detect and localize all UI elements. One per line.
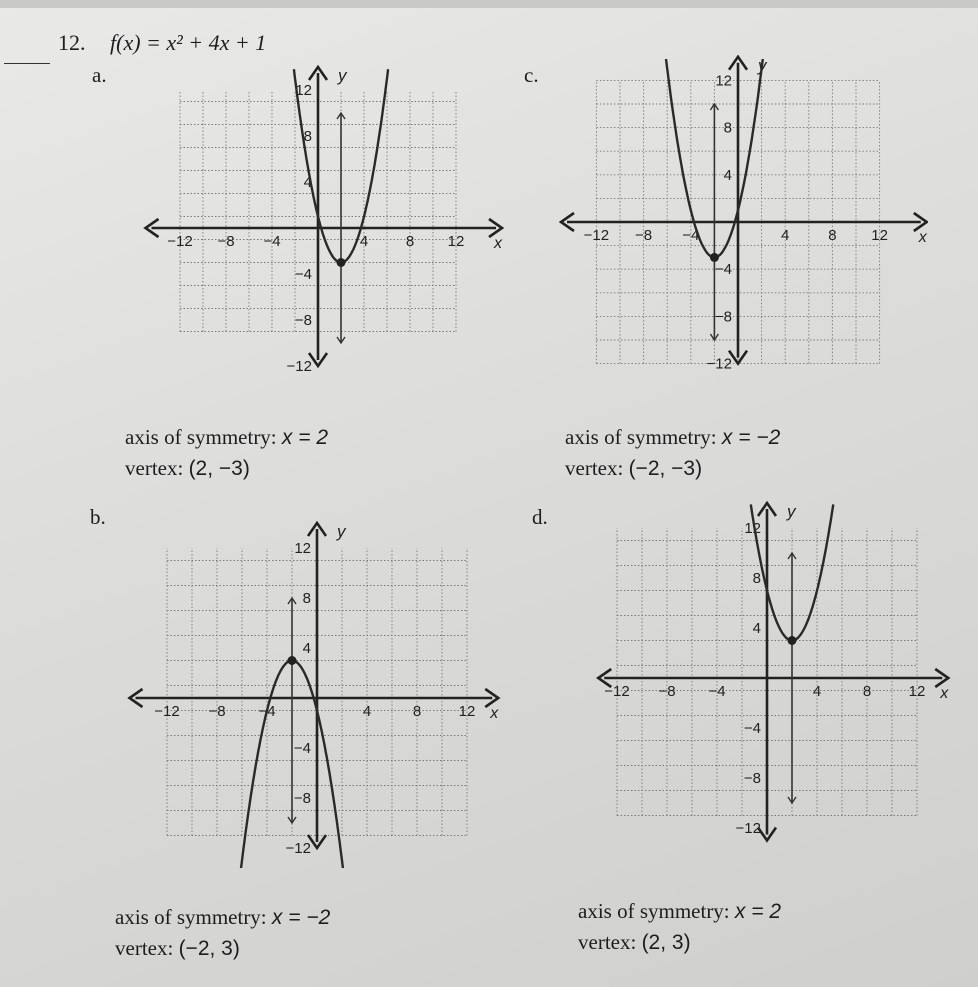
axis-of-symmetry-label: axis of symmetry: bbox=[125, 425, 277, 449]
vertex-value: (−2, −3) bbox=[628, 457, 703, 480]
option-b-label: b. bbox=[90, 505, 106, 529]
y-tick-label: 4 bbox=[723, 166, 732, 184]
y-tick-label: 4 bbox=[303, 174, 312, 191]
y-tick-label: 8 bbox=[723, 119, 732, 137]
x-tick-label: 8 bbox=[405, 233, 415, 250]
x-tick-label: −8 bbox=[635, 227, 653, 244]
x-tick-label: 4 bbox=[359, 233, 369, 250]
y-tick-label: 8 bbox=[303, 128, 312, 145]
x-tick-label: 8 bbox=[862, 683, 872, 700]
option-b-info bbox=[115, 902, 330, 964]
y-axis-label: y bbox=[337, 522, 346, 541]
option-c-label: c. bbox=[524, 63, 539, 87]
y-tick-label: −12 bbox=[286, 358, 312, 375]
y-tick-label: 12 bbox=[295, 82, 312, 99]
y-tick-label: −4 bbox=[714, 261, 732, 279]
y-tick-label: −8 bbox=[714, 308, 732, 326]
x-tick-label: −4 bbox=[708, 683, 726, 700]
problem-expression: f(x) = x² + 4x + 1 bbox=[110, 30, 267, 55]
x-tick-label: 4 bbox=[362, 703, 372, 720]
problem-number: 12. bbox=[58, 30, 86, 55]
x-tick-label: 8 bbox=[828, 227, 837, 244]
y-tick-label: 4 bbox=[752, 620, 761, 637]
option-a-info bbox=[125, 422, 328, 484]
x-tick-label: 12 bbox=[871, 227, 888, 244]
page-top-strip bbox=[0, 0, 978, 8]
vertex-label: vertex: bbox=[565, 456, 624, 480]
vertex-value: (−2, 3) bbox=[178, 937, 240, 960]
x-tick-label: −4 bbox=[258, 703, 276, 720]
x-tick-label: −12 bbox=[604, 683, 630, 700]
y-tick-label: 12 bbox=[715, 72, 732, 90]
y-tick-label: 8 bbox=[752, 570, 761, 587]
y-tick-label: −12 bbox=[735, 820, 761, 837]
x-axis-label: x bbox=[940, 685, 949, 702]
axis-of-symmetry-value: x = 2 bbox=[734, 900, 782, 923]
x-tick-label: −12 bbox=[167, 233, 193, 250]
y-tick-label: −8 bbox=[743, 770, 761, 787]
x-axis-label: x bbox=[918, 229, 927, 246]
option-d-info bbox=[578, 896, 781, 958]
axis-of-symmetry-value: x = −2 bbox=[721, 426, 781, 449]
x-tick-label: 12 bbox=[458, 703, 476, 720]
y-tick-label: 4 bbox=[302, 640, 311, 657]
y-axis-label: y bbox=[787, 502, 796, 521]
x-tick-label: −8 bbox=[208, 703, 226, 720]
x-tick-label: −12 bbox=[583, 227, 610, 244]
vertex-point bbox=[337, 258, 346, 267]
x-tick-label: −12 bbox=[154, 703, 180, 720]
y-tick-label: −4 bbox=[743, 720, 761, 737]
vertex-value: (2, −3) bbox=[188, 457, 250, 480]
x-tick-label: 12 bbox=[908, 683, 926, 700]
x-tick-label: −4 bbox=[263, 233, 281, 250]
y-axis-label: y bbox=[758, 55, 767, 75]
option-d-label: d. bbox=[532, 505, 548, 529]
vertex-point bbox=[288, 656, 297, 665]
x-tick-label: 8 bbox=[412, 703, 422, 720]
x-tick-label: 4 bbox=[781, 227, 790, 244]
x-tick-label: −8 bbox=[658, 683, 676, 700]
vertex-label: vertex: bbox=[578, 930, 637, 954]
axis-of-symmetry-label: axis of symmetry: bbox=[565, 425, 717, 449]
y-axis-label: y bbox=[338, 66, 347, 85]
axis-of-symmetry-value: x = −2 bbox=[271, 906, 331, 929]
y-tick-label: 12 bbox=[294, 540, 311, 557]
axis-of-symmetry-label: axis of symmetry: bbox=[578, 899, 730, 923]
x-tick-label: 12 bbox=[447, 233, 465, 250]
option-a-graph bbox=[138, 60, 508, 395]
x-tick-label: 4 bbox=[812, 683, 822, 700]
y-tick-label: 8 bbox=[302, 590, 311, 607]
x-tick-label: −4 bbox=[682, 227, 700, 244]
vertex-label: vertex: bbox=[125, 456, 184, 480]
y-tick-label: −8 bbox=[293, 790, 311, 807]
option-d-graph bbox=[582, 490, 967, 865]
vertex-value: (2, 3) bbox=[641, 931, 691, 954]
y-tick-label: −4 bbox=[293, 740, 311, 757]
axis-of-symmetry-label: axis of symmetry: bbox=[115, 905, 267, 929]
x-axis-label: x bbox=[494, 235, 502, 252]
option-c-graph bbox=[558, 55, 928, 390]
vertex-point bbox=[788, 636, 797, 645]
axis-of-symmetry-value: x = 2 bbox=[281, 426, 329, 449]
option-c-info bbox=[565, 422, 780, 484]
x-tick-label: −8 bbox=[217, 233, 235, 250]
vertex-point bbox=[710, 253, 719, 262]
y-tick-label: 12 bbox=[744, 520, 761, 537]
y-tick-label: −4 bbox=[294, 266, 312, 283]
y-tick-label: −12 bbox=[285, 840, 311, 857]
answer-blank[interactable] bbox=[4, 63, 50, 64]
y-tick-label: −12 bbox=[706, 355, 732, 373]
y-tick-label: −8 bbox=[294, 312, 312, 329]
x-axis-label: x bbox=[490, 705, 499, 722]
vertex-label: vertex: bbox=[115, 936, 174, 960]
option-b-graph bbox=[124, 498, 514, 868]
option-a-label: a. bbox=[92, 63, 107, 87]
